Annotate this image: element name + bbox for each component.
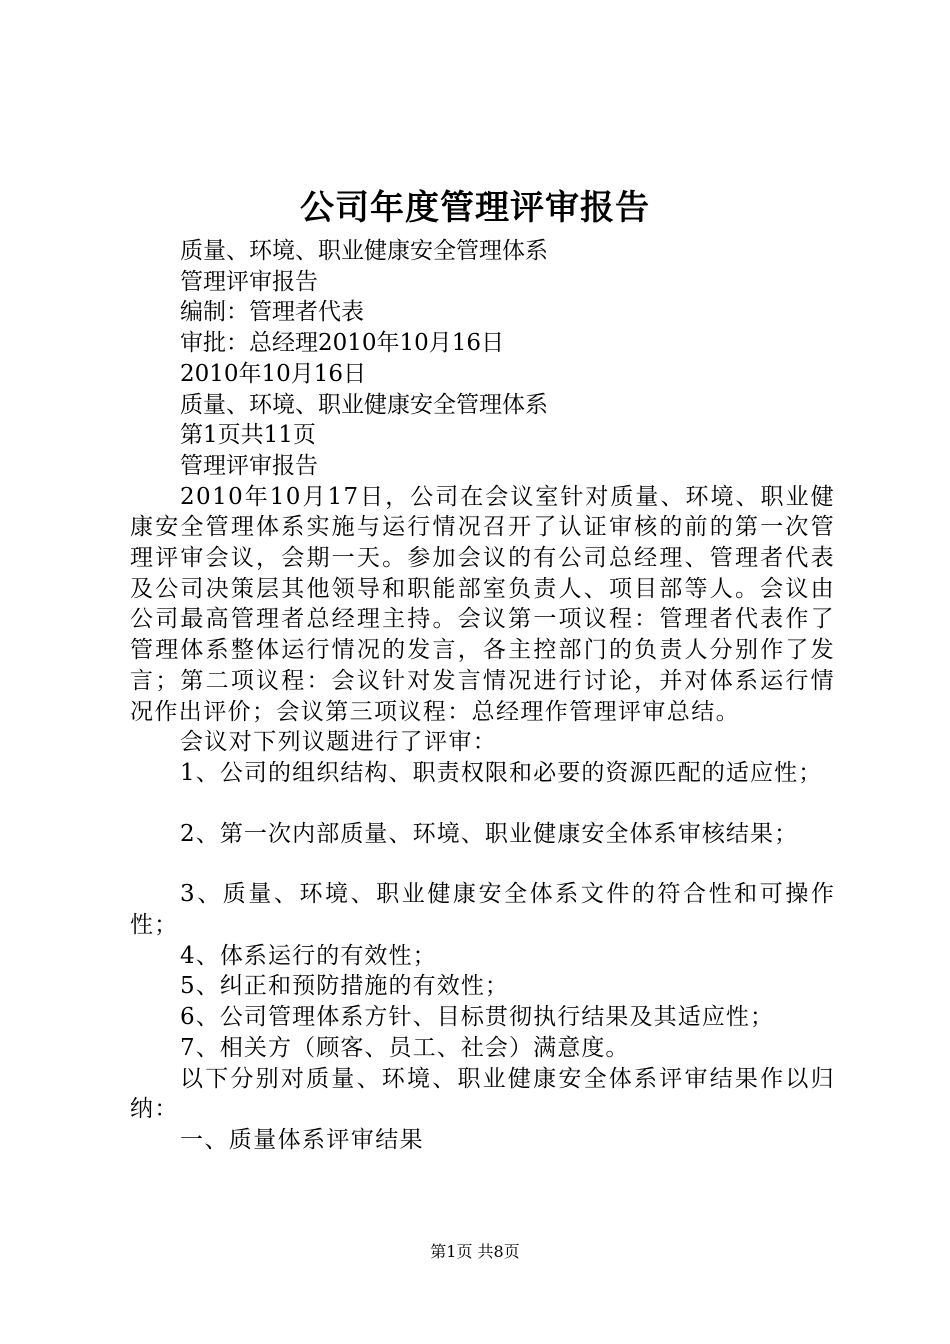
- page-footer: 第1页 共8页: [430, 1242, 520, 1261]
- intro-paragraph: 2010年10月17日，公司在会议室针对质量、环境、职业健康安全管理体系实施与运行情况召开了认证审核的前的第一次管理评审会议，会期一天。参加会议的有公司总经理、管理者代表及公司决策层其他领导和职能部室负责人、项目部等人。会议由公司最高管理者总经理主持。会议第一项议程：管理者代表作了管理体系整体运行情况的发言，各主控部门的负责人分别作了发言；第二项议程：会议针对发言情况进行讨论，并对体系运行情况作出评价；会议第三项议程：总经理作管理评审总结。: [130, 483, 835, 725]
- cover-line-system-name: 质量、环境、职业健康安全管理体系: [180, 238, 548, 264]
- cover-line-date: 2010年10月16日: [180, 360, 367, 387]
- cover-line-editor: 编制：管理者代表: [180, 299, 364, 326]
- topic-item-4: 4、体系运行的有效性；: [180, 942, 437, 969]
- section-heading-quality: 一、质量体系评审结果: [180, 1126, 424, 1153]
- topic-item-5: 5、纠正和预防措施的有效性；: [180, 973, 510, 1000]
- cover-line-report-name-repeat: 管理评审报告: [180, 452, 318, 479]
- document-title: 公司年度管理评审报告: [300, 188, 650, 228]
- summary-lead: 以下分别对质量、环境、职业健康安全体系评审结果作以归纳：: [130, 1065, 835, 1123]
- cover-line-report-name: 管理评审报告: [180, 268, 318, 295]
- topic-item-1: 1、公司的组织结构、职责权限和必要的资源匹配的适应性；: [180, 759, 823, 786]
- cover-line-page-info: 第1页共11页: [180, 422, 316, 449]
- cover-line-system-name-repeat: 质量、环境、职业健康安全管理体系: [180, 391, 548, 418]
- topic-item-6: 6、公司管理体系方针、目标贯彻执行结果及其适应性；: [180, 1004, 775, 1031]
- topics-lead: 会议对下列议题进行了评审：: [180, 729, 498, 756]
- topic-item-2: 2、第一次内部质量、环境、职业健康安全体系审核结果；: [180, 820, 799, 847]
- cover-line-approver: 审批：总经理2010年10月16日: [180, 330, 505, 357]
- topic-item-3: 3、质量、环境、职业健康安全体系文件的符合性和可操作性；: [130, 881, 835, 939]
- document-body: [130, 236, 835, 1156]
- topic-item-7: 7、相关方（顾客、员工、社会）满意度。: [180, 1034, 630, 1061]
